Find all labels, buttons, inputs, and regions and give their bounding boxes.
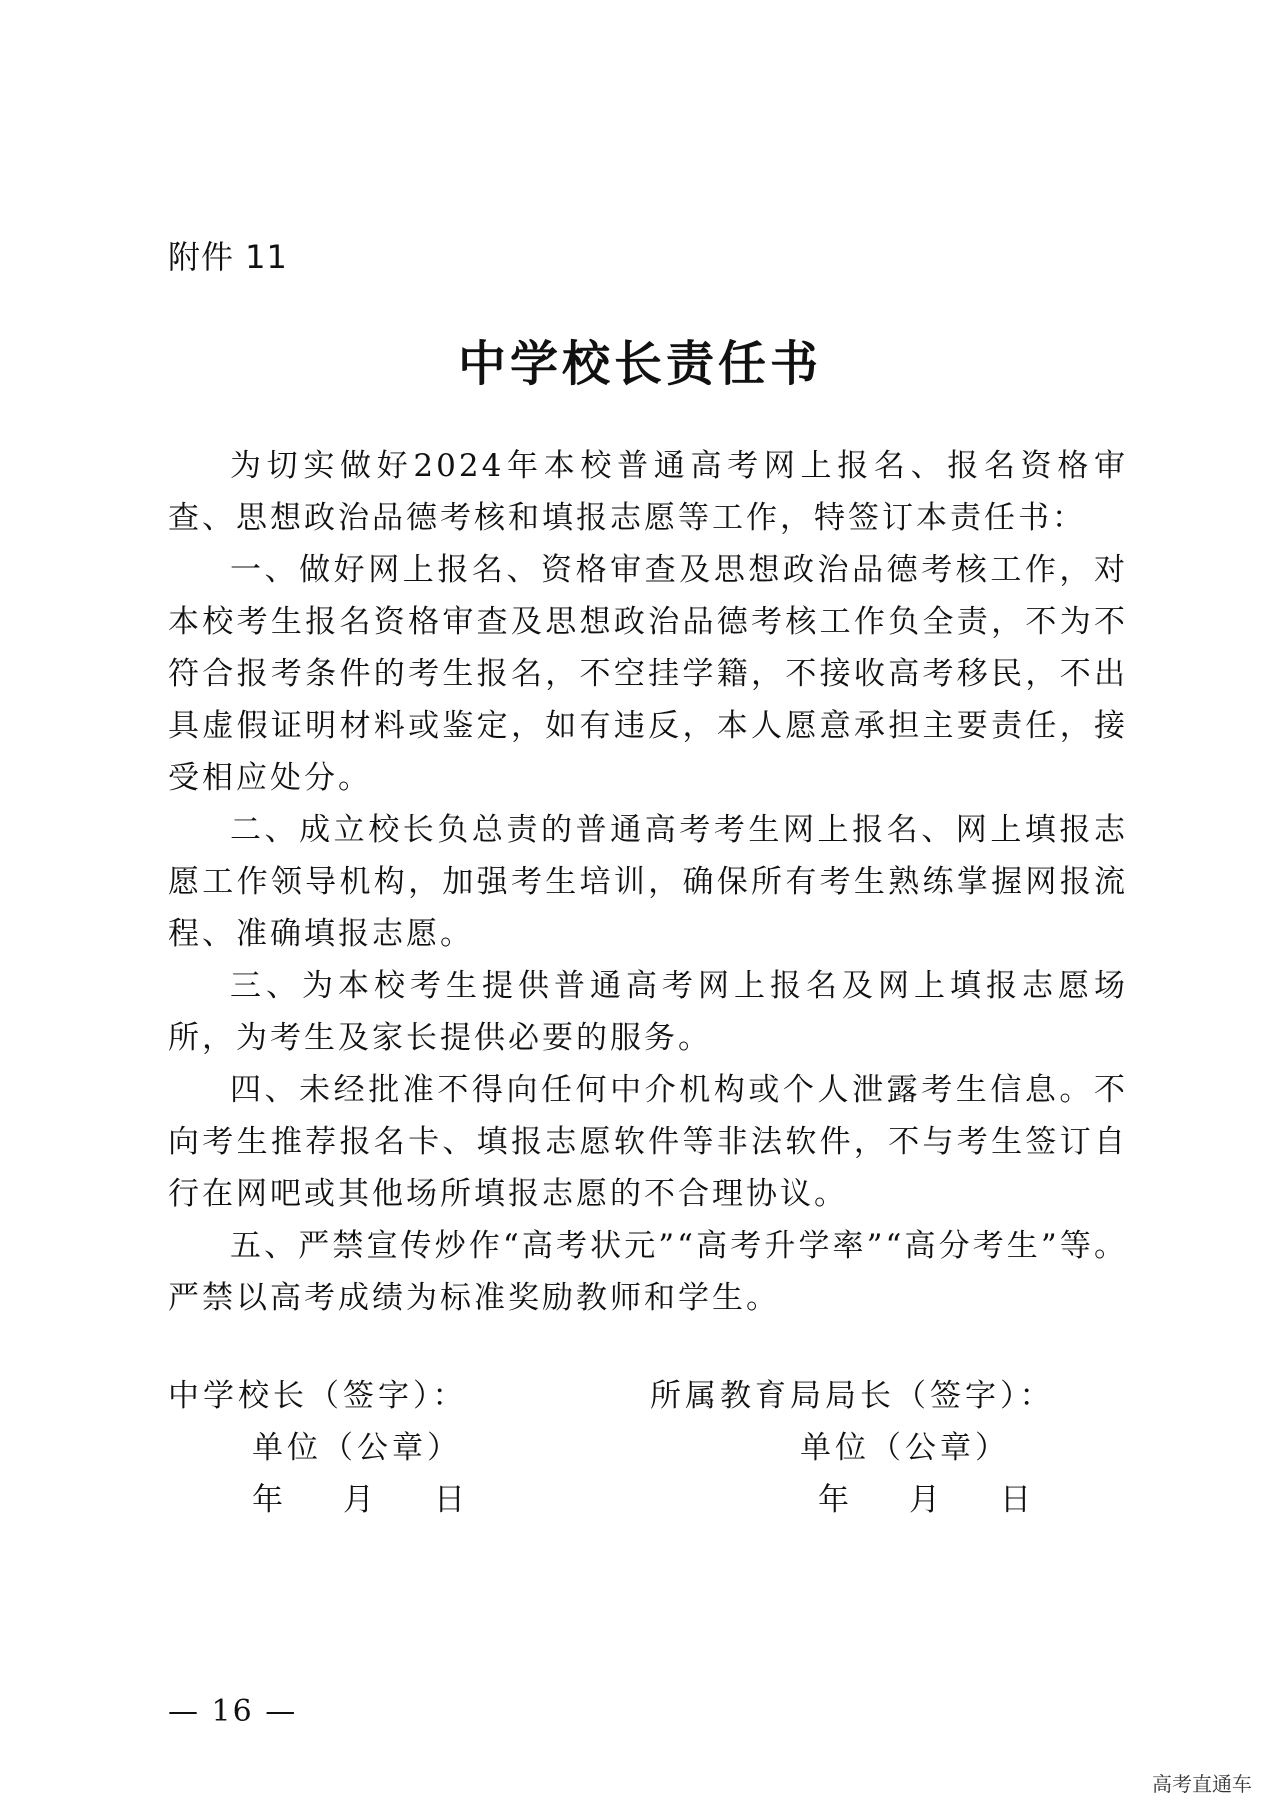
principal-unit-seal: 单位（公章） — [252, 1430, 462, 1466]
bureau-date-day: 日 — [1000, 1482, 1035, 1518]
paragraph-item-4: 四、未经批准不得向任何中介机构或个人泄露考生信息。不向考生推荐报名卡、填报志愿软件等非法软件，不与考生签订自行在网吧或其他场所填报志愿的不合理协议。 — [168, 1072, 1128, 1212]
document-title: 中学校长责任书 — [457, 336, 822, 392]
bureau-date — [650, 1474, 1130, 1526]
bureau-date-month: 月 — [909, 1482, 944, 1518]
principal-signature-block — [168, 1370, 588, 1526]
paragraph-item-1: 一、做好网上报名、资格审查及思想政治品德考核工作，对本校考生报名资格审查及思想政治品德考核工作负全责，不为不符合报考条件的考生报名，不空挂学籍，不接收高考移民，不出具虚假证明材料或鉴定，如有违反，本人愿意承担主要责任，接受相应处分。 — [168, 552, 1128, 796]
bureau-signature-block — [650, 1370, 1130, 1526]
principal-date — [168, 1474, 588, 1526]
principal-date-month: 月 — [343, 1482, 378, 1518]
bureau-unit-seal: 单位（公章） — [800, 1430, 1010, 1466]
watermark: 高考直通车 — [1152, 1772, 1252, 1796]
principal-date-day: 日 — [434, 1482, 469, 1518]
bureau-date-year: 年 — [818, 1482, 853, 1518]
paragraph-intro: 为切实做好2024年本校普通高考网上报名、报名资格审查、思想政治品德考核和填报志愿等工作，特签订本责任书： — [168, 448, 1128, 536]
principal-date-year: 年 — [252, 1482, 287, 1518]
principal-signer-label: 中学校长（签字）： — [168, 1378, 468, 1414]
page-number: — 16 — — [168, 1694, 298, 1729]
paragraph-item-2: 二、成立校长负总责的普通高考考生网上报名、网上填报志愿工作领导机构，加强考生培训，确保所有考生熟练掌握网报流程、准确填报志愿。 — [168, 812, 1128, 952]
paragraph-item-5: 五、严禁宣传炒作“高考状元”“高考升学率”“高分考生”等。严禁以高考成绩为标准奖励教师和学生。 — [168, 1228, 1128, 1316]
attachment-label: 附件 11 — [168, 238, 288, 276]
document-body — [168, 440, 1128, 1324]
paragraph-item-3: 三、为本校考生提供普通高考网上报名及网上填报志愿场所，为考生及家长提供必要的服务。 — [168, 968, 1128, 1056]
bureau-signer-label: 所属教育局局长（签字）： — [650, 1378, 1055, 1414]
